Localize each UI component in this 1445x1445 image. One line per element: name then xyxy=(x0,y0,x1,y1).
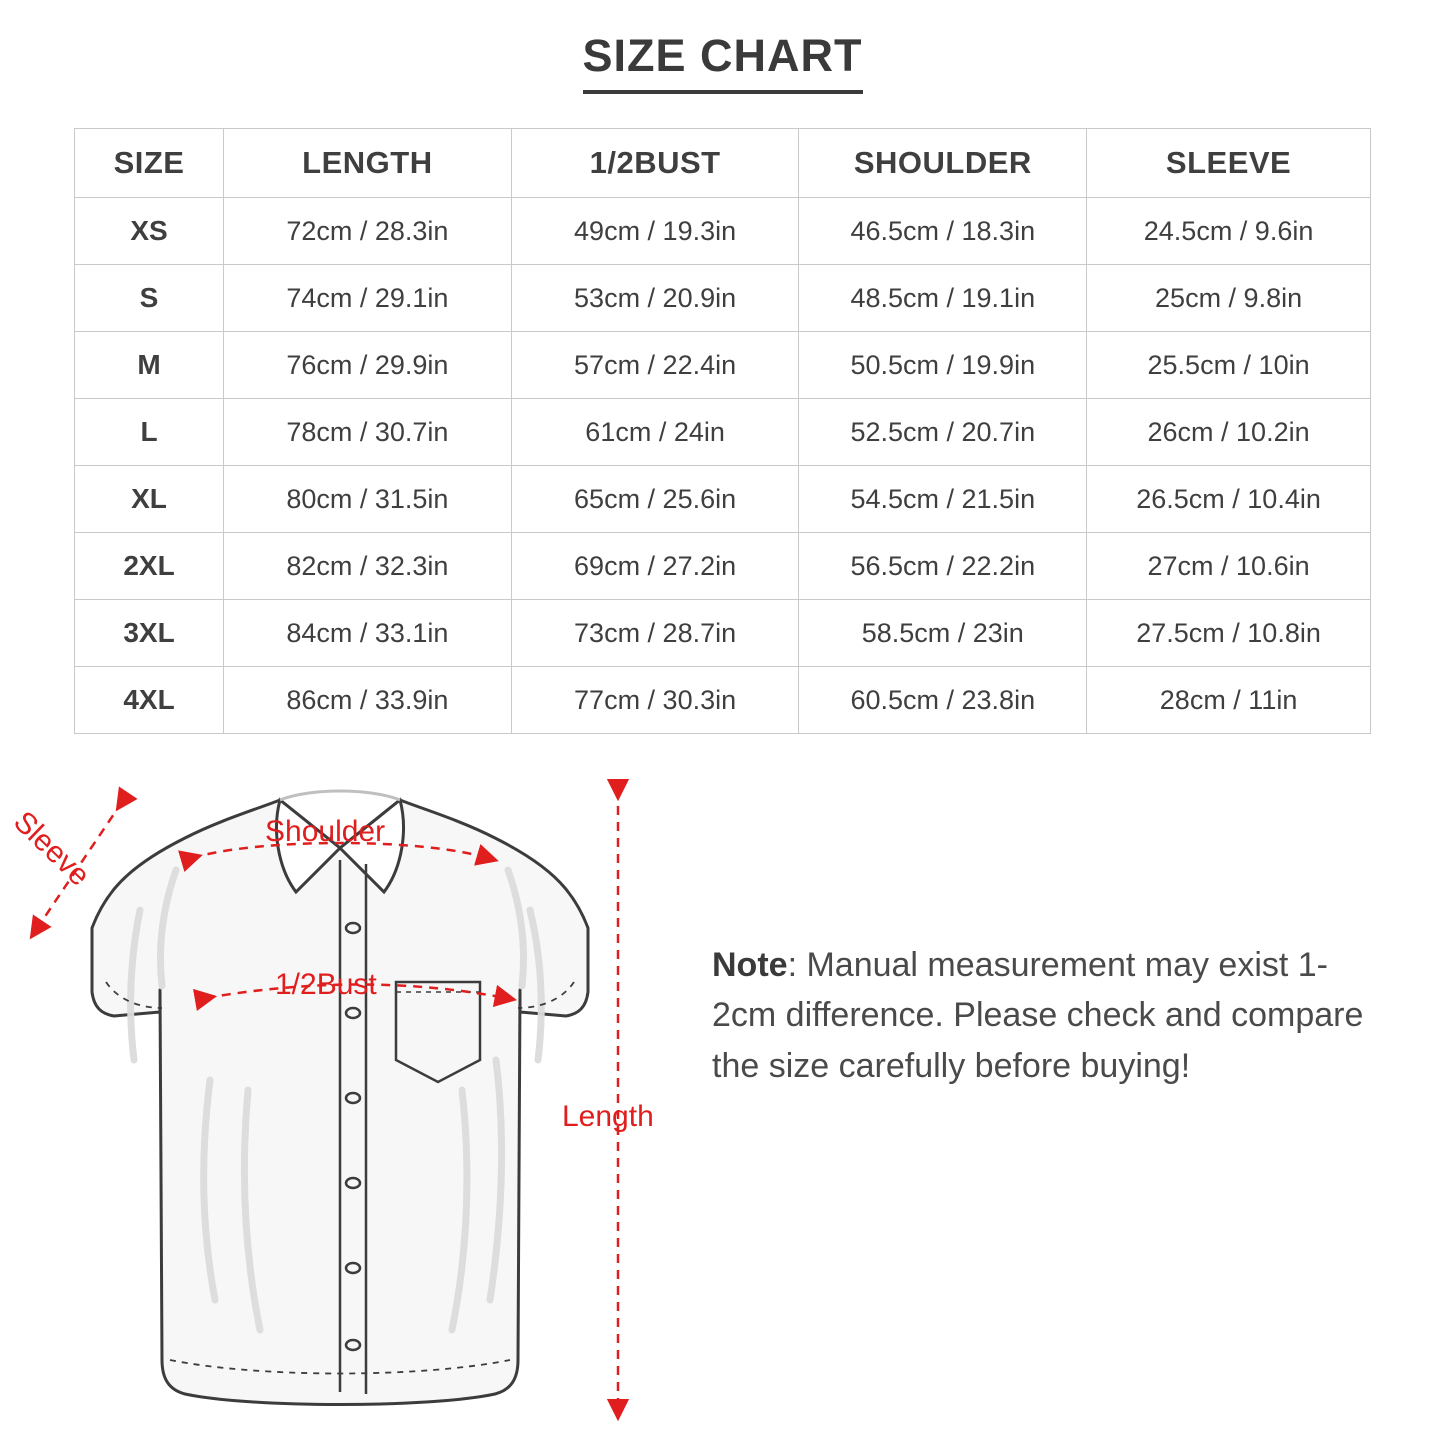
cell-length: 86cm / 33.9in xyxy=(224,667,512,734)
cell-shoulder: 54.5cm / 21.5in xyxy=(799,466,1087,533)
cell-sleeve: 27cm / 10.6in xyxy=(1087,533,1371,600)
cell-sleeve: 26cm / 10.2in xyxy=(1087,399,1371,466)
cell-size: S xyxy=(75,265,224,332)
column-header-size: SIZE xyxy=(75,129,224,198)
table-row xyxy=(75,533,1371,600)
cell-half-bust: 73cm / 28.7in xyxy=(511,600,799,667)
cell-sleeve: 25cm / 9.8in xyxy=(1087,265,1371,332)
note-separator: : xyxy=(787,946,807,984)
shirt-illustration xyxy=(10,760,710,1430)
note-text: Manual measurement may exist 1-2cm difference. Please check and compare the size carefully before buying! xyxy=(712,946,1364,1085)
note-block xyxy=(712,940,1372,1091)
cell-shoulder: 58.5cm / 23in xyxy=(799,600,1087,667)
label-shoulder: Shoulder xyxy=(265,815,386,848)
size-table-wrap xyxy=(74,128,1371,734)
table-row xyxy=(75,600,1371,667)
cell-size: M xyxy=(75,332,224,399)
column-header-shoulder: SHOULDER xyxy=(799,129,1087,198)
cell-size: 2XL xyxy=(75,533,224,600)
cell-sleeve: 25.5cm / 10in xyxy=(1087,332,1371,399)
cell-shoulder: 50.5cm / 19.9in xyxy=(799,332,1087,399)
cell-shoulder: 46.5cm / 18.3in xyxy=(799,198,1087,265)
cell-half-bust: 61cm / 24in xyxy=(511,399,799,466)
label-half-bust: 1/2Bust xyxy=(275,968,377,1001)
cell-shoulder: 56.5cm / 22.2in xyxy=(799,533,1087,600)
shirt-measurement-diagram xyxy=(10,760,710,1430)
column-header-sleeve: SLEEVE xyxy=(1087,129,1371,198)
label-sleeve: Sleeve xyxy=(7,805,96,893)
table-row xyxy=(75,198,1371,265)
table-header-row xyxy=(75,129,1371,198)
cell-size: XS xyxy=(75,198,224,265)
table-row xyxy=(75,332,1371,399)
cell-length: 78cm / 30.7in xyxy=(224,399,512,466)
cell-half-bust: 49cm / 19.3in xyxy=(511,198,799,265)
cell-size: 3XL xyxy=(75,600,224,667)
cell-half-bust: 69cm / 27.2in xyxy=(511,533,799,600)
table-row xyxy=(75,667,1371,734)
cell-length: 72cm / 28.3in xyxy=(224,198,512,265)
column-header-length: LENGTH xyxy=(224,129,512,198)
cell-shoulder: 60.5cm / 23.8in xyxy=(799,667,1087,734)
cell-size: L xyxy=(75,399,224,466)
cell-sleeve: 24.5cm / 9.6in xyxy=(1087,198,1371,265)
table-row xyxy=(75,265,1371,332)
cell-sleeve: 27.5cm / 10.8in xyxy=(1087,600,1371,667)
label-length: Length xyxy=(562,1100,654,1133)
table-row xyxy=(75,399,1371,466)
cell-size: 4XL xyxy=(75,667,224,734)
page-title-wrap xyxy=(0,30,1445,94)
page-title: SIZE CHART xyxy=(583,30,863,94)
cell-half-bust: 77cm / 30.3in xyxy=(511,667,799,734)
cell-length: 84cm / 33.1in xyxy=(224,600,512,667)
cell-half-bust: 53cm / 20.9in xyxy=(511,265,799,332)
cell-size: XL xyxy=(75,466,224,533)
cell-half-bust: 65cm / 25.6in xyxy=(511,466,799,533)
cell-length: 76cm / 29.9in xyxy=(224,332,512,399)
table-row xyxy=(75,466,1371,533)
cell-sleeve: 28cm / 11in xyxy=(1087,667,1371,734)
cell-shoulder: 48.5cm / 19.1in xyxy=(799,265,1087,332)
column-header-half-bust: 1/2BUST xyxy=(511,129,799,198)
shirt-outline xyxy=(92,791,588,1405)
cell-length: 80cm / 31.5in xyxy=(224,466,512,533)
cell-sleeve: 26.5cm / 10.4in xyxy=(1087,466,1371,533)
note-label: Note xyxy=(712,946,788,984)
cell-half-bust: 57cm / 22.4in xyxy=(511,332,799,399)
size-table xyxy=(74,128,1371,734)
cell-length: 74cm / 29.1in xyxy=(224,265,512,332)
cell-length: 82cm / 32.3in xyxy=(224,533,512,600)
cell-shoulder: 52.5cm / 20.7in xyxy=(799,399,1087,466)
